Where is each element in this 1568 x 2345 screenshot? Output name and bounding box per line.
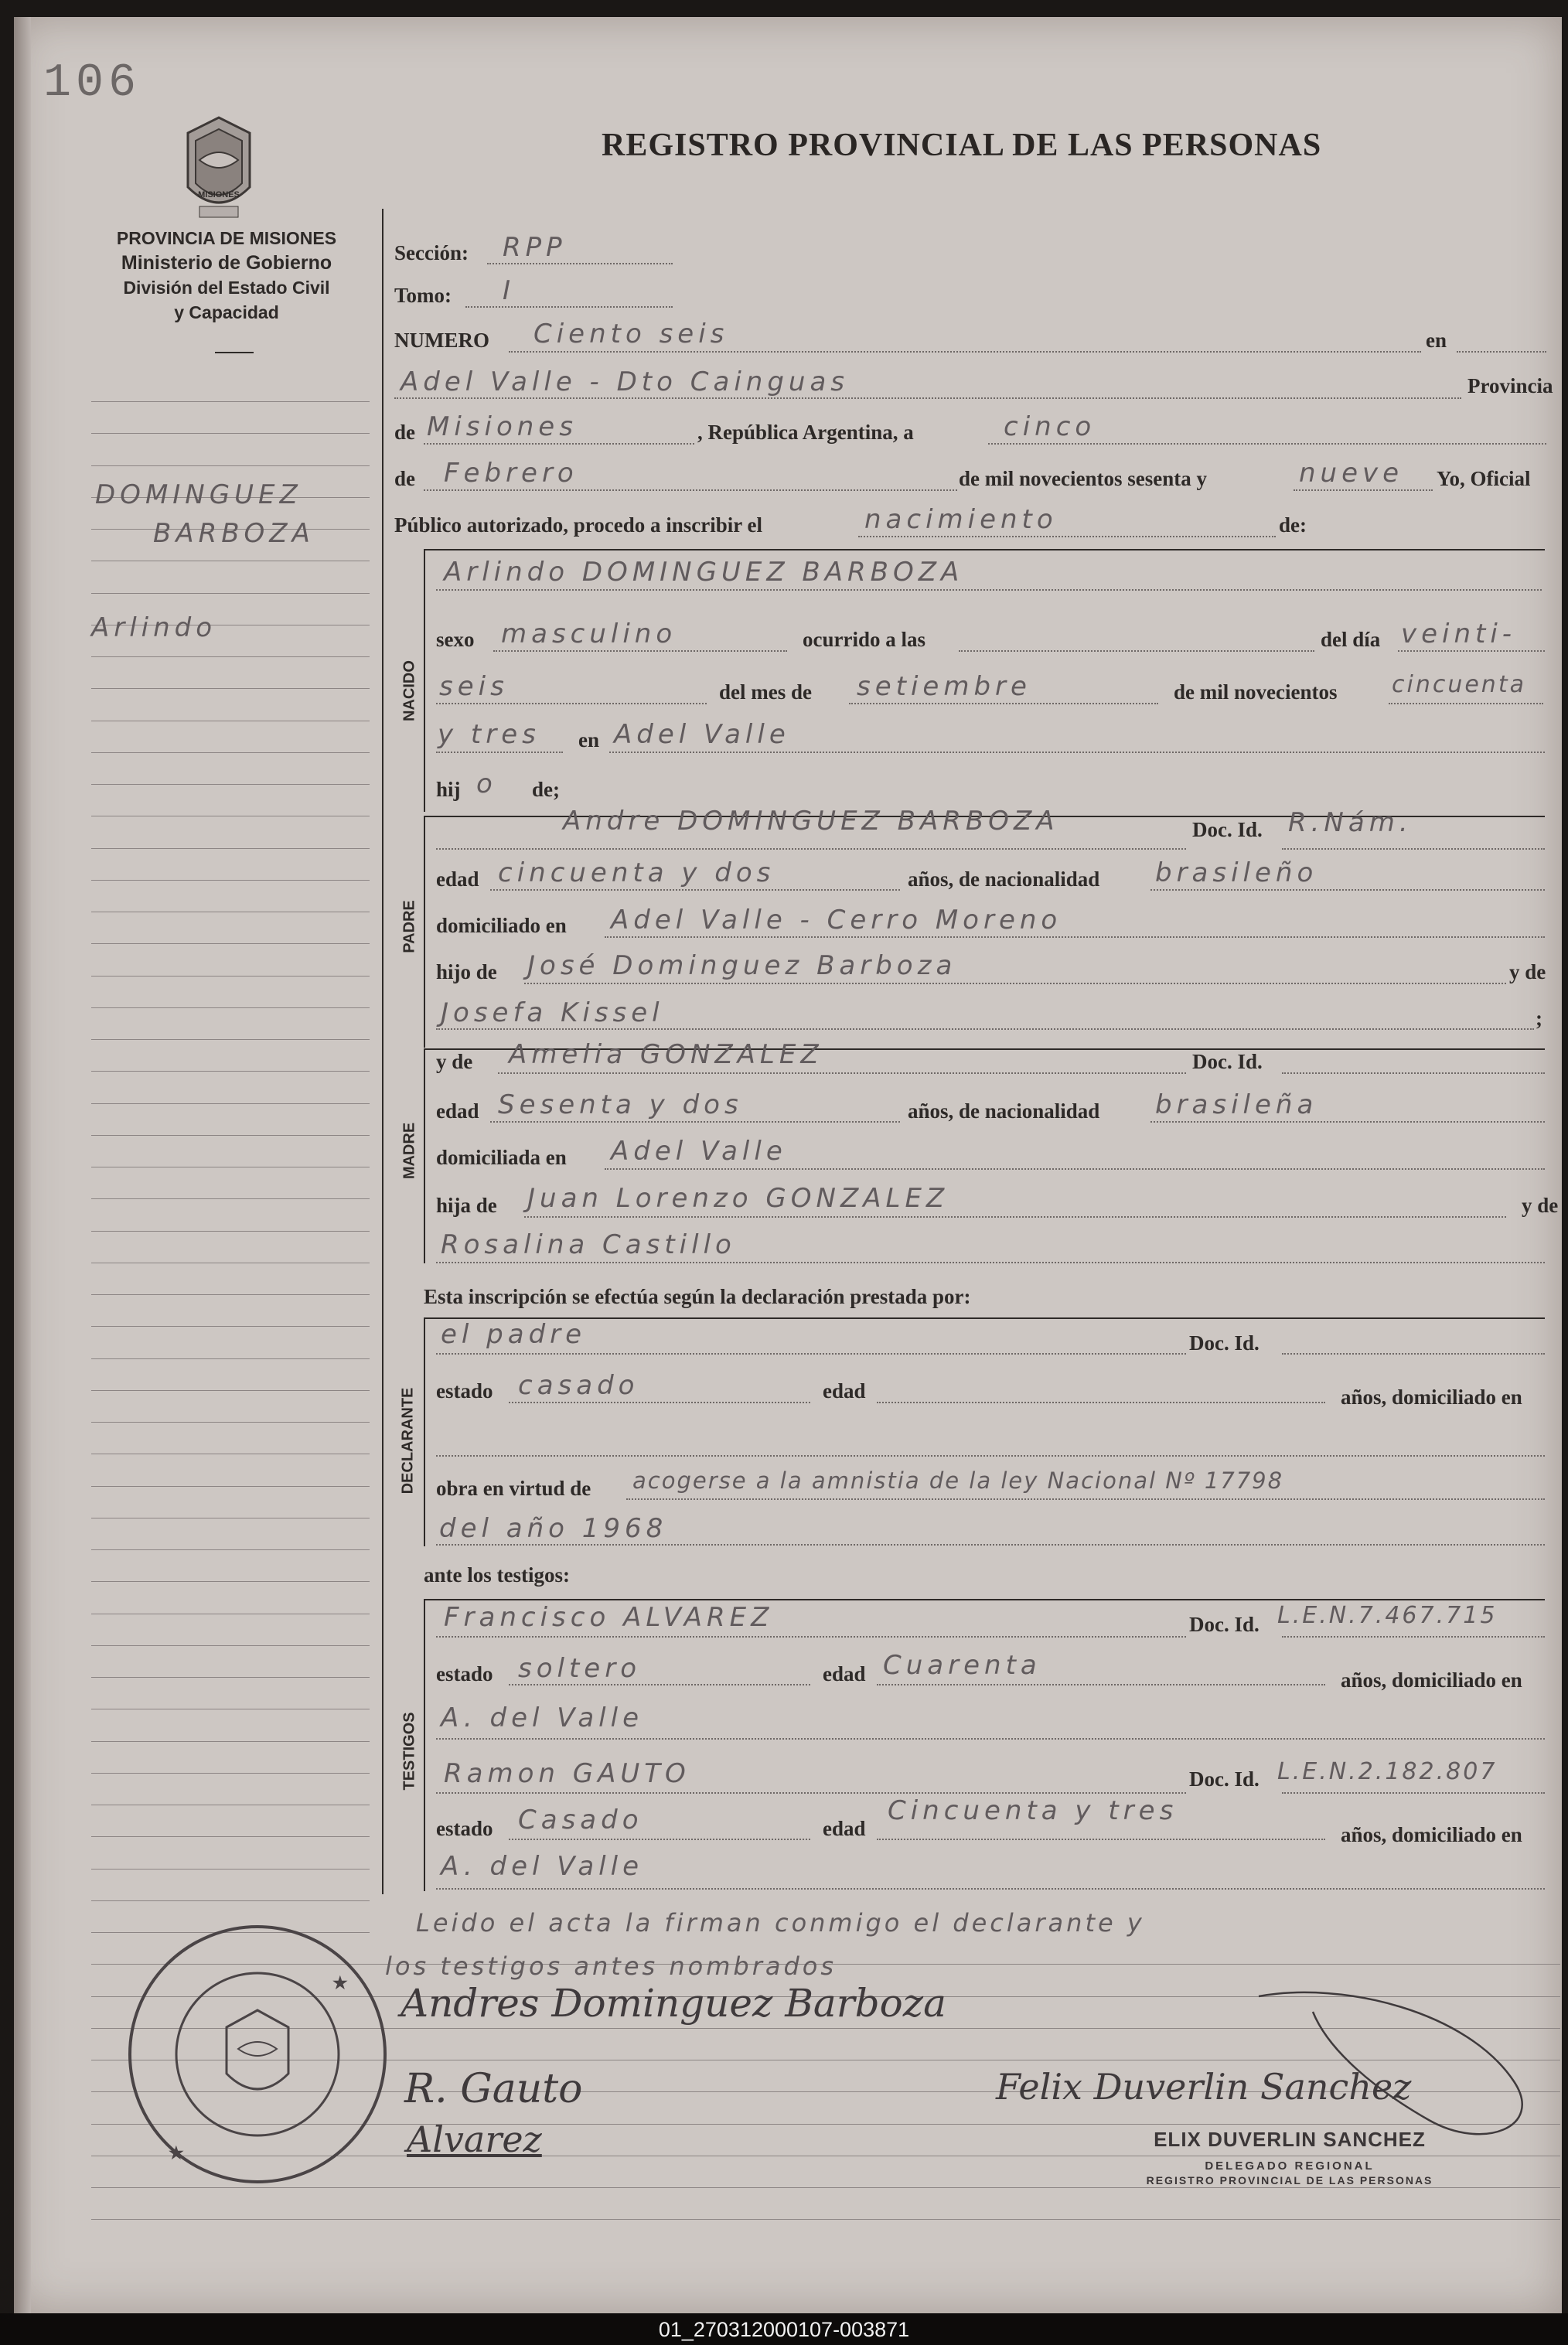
closing-line2: los testigos antes nombrados: [385, 1951, 837, 1981]
label-domicilio-testigo2: años, domiciliado en: [1341, 1823, 1522, 1846]
label-republica: , República Argentina, a: [697, 421, 914, 444]
official-seal-icon: [122, 1919, 393, 2190]
divider: [215, 352, 254, 353]
margin-given-name: Arlindo: [91, 612, 217, 643]
section-border: [424, 1599, 1545, 1600]
field-sexo: masculino: [501, 619, 677, 649]
label-edad-declarante: edad: [823, 1379, 866, 1403]
field-testigo2-doc: L.E.N.2.182.807: [1277, 1758, 1498, 1785]
authority-line: y Capacidad: [174, 302, 279, 322]
svg-text:★: ★: [169, 2143, 184, 2163]
stamp-line: ELIX DUVERLIN SANCHEZ: [1154, 2128, 1426, 2151]
field-testigo1-nombre: Francisco ALVAREZ: [444, 1602, 774, 1633]
field-testigo2-nombre: Ramon GAUTO: [444, 1758, 690, 1789]
label-domicilio-testigo1: años, domiciliado en: [1341, 1668, 1522, 1692]
margin-surname2: BARBOZA: [153, 518, 315, 549]
field-testigo2-estado: Casado: [518, 1805, 643, 1835]
label-estado-testigo2: estado: [436, 1817, 493, 1840]
field-madre-domicilio: Adel Valle: [611, 1136, 787, 1167]
emblem-label: MISIONES: [198, 190, 240, 199]
label-seccion: Sección:: [394, 241, 469, 264]
authority-line: PROVINCIA DE MISIONES: [116, 228, 337, 248]
label-domiciliada-en: domiciliada en: [436, 1146, 567, 1169]
field-tomo: I: [503, 275, 516, 306]
svg-text:★: ★: [332, 1973, 348, 1992]
label-de-mes: de: [394, 467, 415, 490]
field-dia-nac2: seis: [439, 671, 509, 702]
label-hijo-de: hijo de: [436, 960, 497, 983]
field-anio: nueve: [1299, 458, 1404, 489]
margin-surname1: DOMINGUEZ: [95, 479, 302, 510]
field-madre-y-de: Rosalina Castillo: [441, 1229, 736, 1260]
page-number: 106: [43, 57, 141, 110]
field-padre-y-de: Josefa Kissel: [441, 997, 664, 1028]
authority-line: División del Estado Civil: [123, 278, 330, 298]
section-border: [424, 549, 425, 812]
label-edad-testigo1: edad: [823, 1662, 866, 1685]
field-testigo1-domicilio: A. del Valle: [441, 1703, 643, 1733]
field-testigo1-doc: L.E.N.7.467.715: [1277, 1602, 1498, 1629]
label-doc-padre: Doc. Id.: [1192, 818, 1263, 841]
field-obra2: del año 1968: [439, 1513, 668, 1544]
field-madre-edad: Sesenta y dos: [498, 1089, 743, 1120]
label-doc-testigo2: Doc. Id.: [1189, 1767, 1260, 1791]
field-padre-hijo-de: José Dominguez Barboza: [527, 950, 957, 981]
authority-line: Ministerio de Gobierno: [121, 252, 332, 274]
label-de-colon: de:: [1279, 513, 1307, 537]
field-provincia: Misiones: [427, 411, 578, 442]
field-seccion: RPP: [503, 232, 567, 263]
label-doc-testigo1: Doc. Id.: [1189, 1613, 1260, 1636]
section-border: [424, 1599, 425, 1891]
label-del-dia: del día: [1321, 628, 1381, 651]
section-border: [424, 1317, 425, 1546]
field-padre-domicilio: Adel Valle - Cerro Moreno: [611, 905, 1062, 936]
field-hij-suffix: o: [476, 769, 497, 799]
label-de: de: [394, 421, 415, 444]
label-de-semi: de;: [532, 778, 560, 801]
field-testigo1-estado: soltero: [518, 1653, 641, 1684]
section-border: [424, 1317, 1545, 1319]
label-del-mes: del mes de: [719, 680, 812, 704]
label-domicilio-padre: domiciliado en: [436, 914, 567, 937]
label-edad-testigo2: edad: [823, 1817, 866, 1840]
document-title: REGISTRO PROVINCIAL DE LAS PERSONAS: [602, 128, 1322, 163]
stamp-line: DELEGADO REGIONAL: [1205, 2159, 1375, 2173]
label-domicilio-declarante: años, domiciliado en: [1341, 1386, 1522, 1409]
field-dia: cinco: [1004, 411, 1096, 442]
label-doc-madre: Doc. Id.: [1192, 1050, 1263, 1073]
label-numero: NUMERO: [394, 329, 489, 352]
label-y-de-madre2: y de: [1522, 1194, 1559, 1217]
closing-line1: Leido el acta la firman conmigo el declarante y: [416, 1908, 1145, 1938]
label-en: en: [1426, 329, 1447, 352]
label-edad-madre: edad: [436, 1099, 479, 1123]
label-de-mil-nov: de mil novecientos: [1174, 680, 1338, 704]
field-madre-nombre: Amelia GONZALEZ: [509, 1039, 823, 1070]
label-y-de-madre: y de: [436, 1050, 473, 1073]
field-nombre: Arlindo DOMINGUEZ BARBOZA: [444, 557, 964, 588]
field-obra: acogerse a la amnistia de la ley Nacional Nº 17798: [632, 1467, 1284, 1494]
image-id: 01_270312000107-003871: [658, 2318, 910, 2341]
field-mes-nac: setiembre: [857, 671, 1031, 702]
province-emblem-icon: [176, 102, 261, 233]
label-provincia: Provincia: [1467, 374, 1553, 397]
label-hij: hij: [436, 778, 461, 801]
section-border: [424, 816, 425, 1048]
testigo1-signature: R. Gauto: [404, 2066, 583, 2112]
field-numero: Ciento seis: [533, 319, 729, 349]
label-edad-padre: edad: [436, 867, 479, 891]
section-border: [424, 1048, 425, 1263]
field-padre-nacionalidad: brasileño: [1155, 857, 1318, 888]
label-doc-declarante: Doc. Id.: [1189, 1331, 1260, 1355]
field-tipo: nacimiento: [864, 504, 1058, 535]
testigo2-signature: Alvarez: [407, 2118, 542, 2160]
field-dia-nac: veinti-: [1401, 619, 1517, 649]
section-nacido: NACIDO: [401, 660, 418, 721]
label-y-de-padre: y de: [1509, 960, 1546, 983]
field-madre-hija-de: Juan Lorenzo GONZALEZ: [527, 1183, 949, 1214]
field-testigo2-domicilio: A. del Valle: [441, 1851, 643, 1882]
section-testigos: TESTIGOS: [401, 1712, 418, 1791]
field-lugar: Adel Valle - Dto Cainguas: [401, 366, 849, 397]
label-en-lugar: en: [578, 728, 599, 752]
column-border: [382, 209, 383, 1894]
field-padre-doc: R.Nám.: [1288, 807, 1413, 838]
issuing-authority: [80, 226, 373, 325]
oficial-signature: Felix Duverlin Sanchez: [996, 2066, 1412, 2108]
semicolon: ;: [1536, 1007, 1542, 1030]
book-spine: [14, 17, 31, 2313]
label-nac-padre: años, de nacionalidad: [908, 867, 1100, 891]
label-sexo: sexo: [436, 628, 475, 651]
label-hija-de: hija de: [436, 1194, 497, 1217]
field-declarante-nombre: el padre: [441, 1319, 587, 1350]
label-obra: obra en virtud de: [436, 1477, 591, 1500]
field-padre-edad: cincuenta y dos: [498, 857, 775, 888]
field-padre-nombre: Andre DOMINGUEZ BARBOZA: [563, 806, 1059, 837]
field-declarante-estado: casado: [518, 1370, 639, 1401]
field-testigo1-edad: Cuarenta: [883, 1650, 1041, 1681]
record-page: [14, 17, 1562, 2313]
label-de-mil: de mil novecientos sesenta y: [959, 467, 1207, 490]
label-nac-madre: años, de nacionalidad: [908, 1099, 1100, 1123]
label-estado-testigo1: estado: [436, 1662, 493, 1685]
field-lugar-nac: Adel Valle: [614, 719, 790, 750]
oficial-stamp: [1073, 2128, 1506, 2187]
section-border: [424, 549, 1545, 550]
label-esta-inscripcion: Esta inscripción se efectúa según la declaración prestada por:: [424, 1285, 971, 1308]
label-ante-testigos: ante los testigos:: [424, 1563, 570, 1587]
label-yo-oficial: Yo, Oficial: [1437, 467, 1531, 490]
field-anio-nac2: y tres: [438, 719, 540, 750]
label-publico: Público autorizado, procedo a inscribir el: [394, 513, 762, 537]
label-ocurrido: ocurrido a las: [803, 628, 925, 651]
field-anio-nac: cincuenta: [1392, 671, 1526, 698]
label-estado-declarante: estado: [436, 1379, 493, 1403]
field-mes: Febrero: [444, 458, 578, 489]
section-padre: PADRE: [401, 900, 418, 953]
declarante-signature: Andres Dominguez Barboza: [401, 1981, 946, 2026]
section-declarante: DECLARANTE: [399, 1387, 417, 1495]
field-madre-nacionalidad: brasileña: [1155, 1089, 1318, 1120]
stamp-line: REGISTRO PROVINCIAL DE LAS PERSONAS: [1146, 2174, 1433, 2187]
label-tomo: Tomo:: [394, 284, 452, 307]
field-testigo2-edad: Cincuenta y tres: [888, 1795, 1178, 1826]
section-madre: MADRE: [401, 1122, 418, 1180]
